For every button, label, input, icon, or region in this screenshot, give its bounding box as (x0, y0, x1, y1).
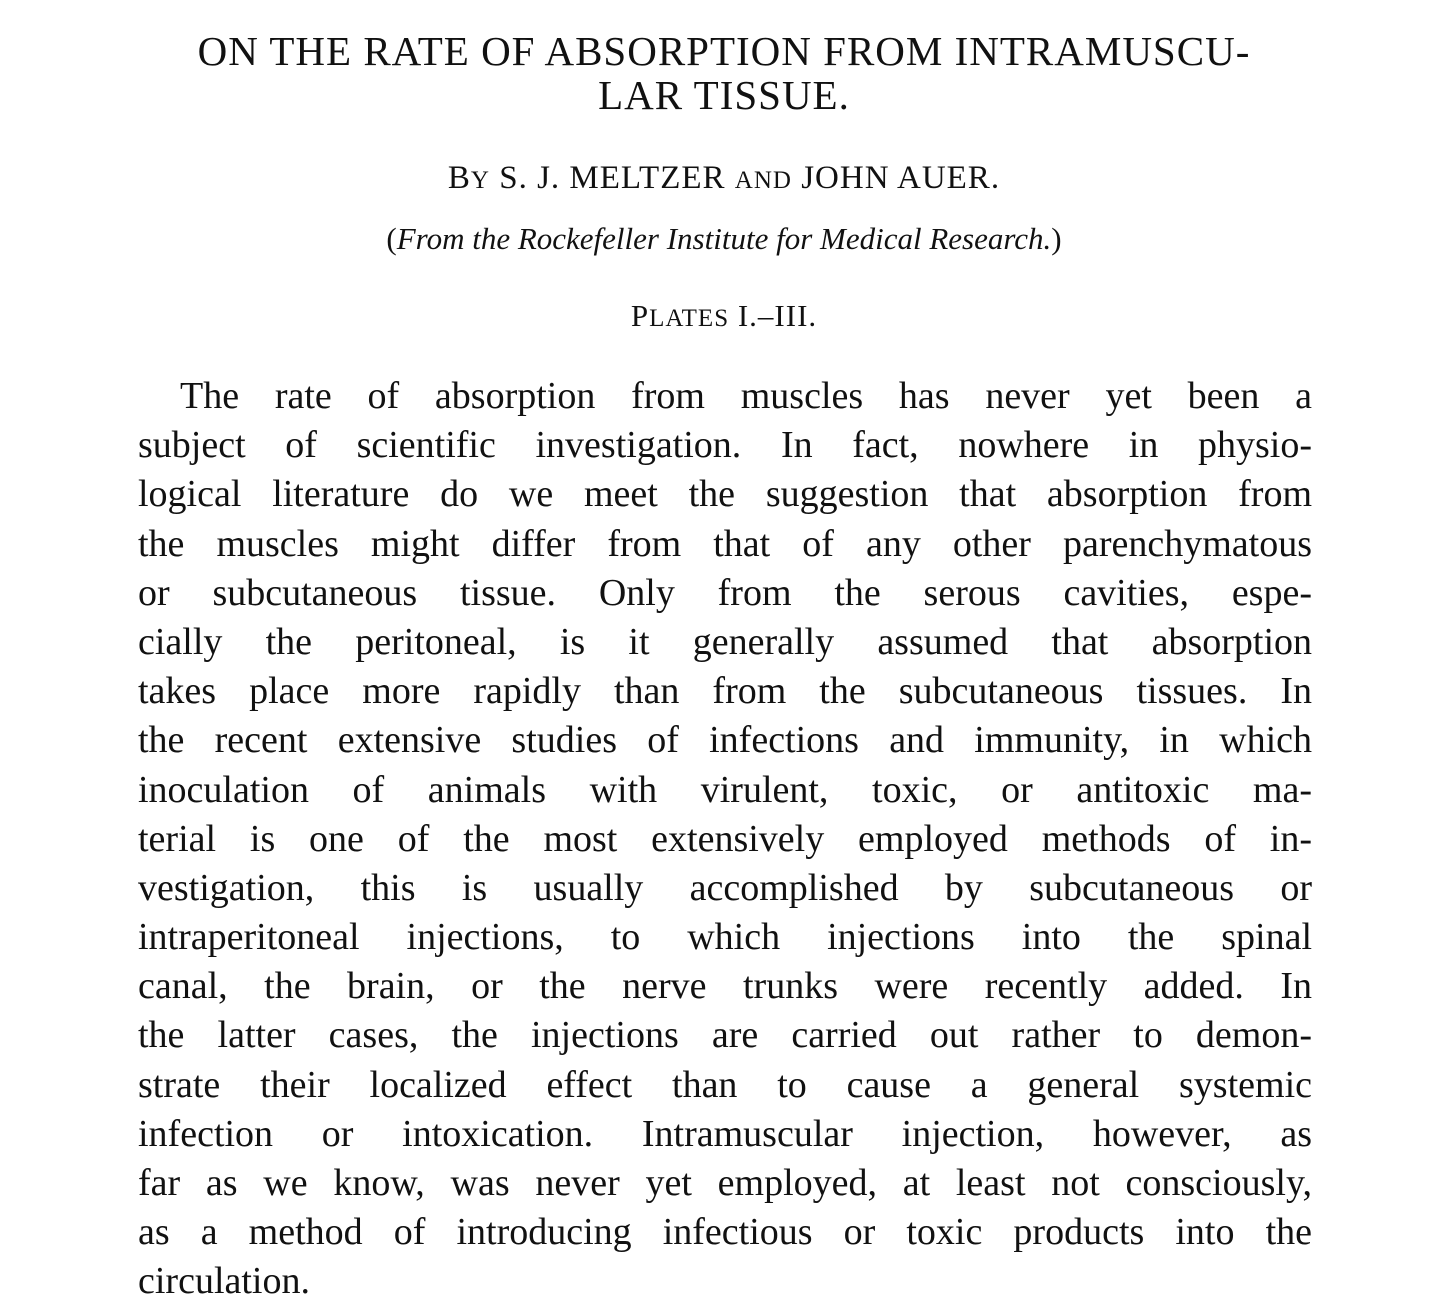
paragraph-line: The rate of absorption from muscles has never yet been a (180, 375, 1312, 417)
paragraph-line: terial is one of the most extensively employed methods of in- (138, 817, 1312, 860)
article-title-line-2: LAR TISSUE. (598, 72, 850, 118)
author-byline (100, 158, 1348, 201)
institution-affiliation (100, 220, 1348, 258)
paragraph-line: vestigation, this is usually accomplished by subcutaneous or (138, 866, 1312, 909)
paragraph-line: logical literature do we meet the suggestion that absorption from (138, 473, 1312, 516)
paragraph-line: the muscles might differ from that of any other parenchymatous (138, 522, 1312, 565)
paragraph-line: far as we know, was never yet employed, at least not consciously, (138, 1162, 1312, 1204)
affiliation-close-paren: ) (1051, 221, 1062, 256)
plates-reference (100, 297, 1348, 338)
paragraph-line: cially the peritoneal, is it generally assumed that absorption (138, 620, 1312, 663)
author-auer: JOHN AUER. (791, 160, 1001, 196)
paragraph-line: the latter cases, the injections are carried out rather to demon- (138, 1014, 1312, 1057)
plates-small: LATES (649, 305, 730, 332)
paragraph-line: intraperitoneal injections, to which injections into the spinal (138, 916, 1312, 959)
plates-initial: P (630, 298, 650, 333)
affiliation-open-paren: ( (386, 221, 397, 256)
paragraph-line: takes place more rapidly than from the subcutaneous tissues. In (138, 670, 1312, 713)
author-meltzer: S. J. MELTZER (489, 160, 735, 196)
byline-by-small: Y (470, 167, 490, 194)
article-title-line-1: ON THE RATE OF ABSORPTION FROM INTRAMUSCU- (197, 28, 1251, 74)
paragraph-line: subject of scientific investigation. In fact, nowhere in physio- (138, 424, 1312, 467)
paragraph-line: infection or intoxication. Intramuscular injection, however, as (138, 1112, 1312, 1155)
paragraph-line: canal, the brain, or the nerve trunks were recently added. In (138, 965, 1312, 1008)
paragraph-line: or subcutaneous tissue. Only from the serous cavities, espe- (138, 571, 1312, 614)
plates-numbers: I.–III. (729, 298, 818, 333)
paragraph-line: strate their localized effect than to cause a general systemic (138, 1063, 1312, 1106)
paragraph-line: inoculation of animals with virulent, toxic, or antitoxic ma- (138, 768, 1312, 811)
paragraph-line: the recent extensive studies of infections and immunity, in which (138, 719, 1312, 762)
byline-and: AND (734, 167, 792, 194)
byline-by-initial: B (447, 160, 471, 196)
paragraph-line: circulation. (138, 1260, 310, 1303)
body-paragraph (138, 372, 1312, 1307)
affiliation-text: From the Rockefeller Institute for Medical Research. (396, 221, 1052, 256)
paragraph-line: as a method of introducing infectious or toxic products into the (138, 1211, 1312, 1254)
